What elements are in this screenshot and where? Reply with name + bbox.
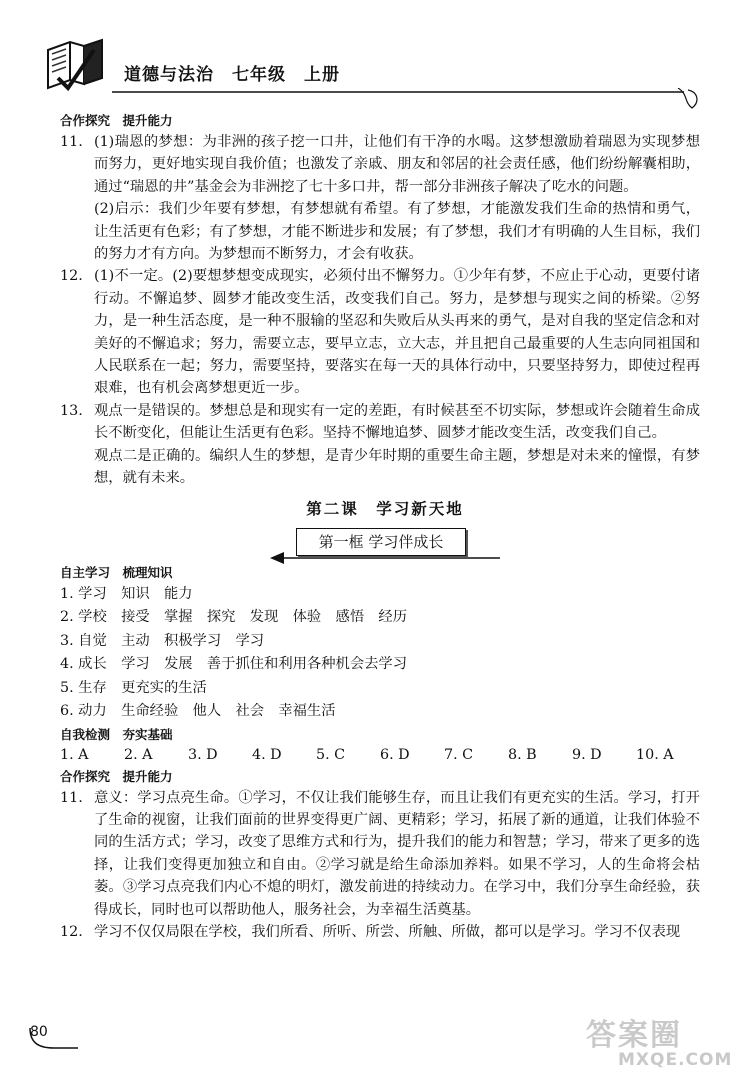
question-item	[60, 787, 700, 921]
book-icon	[44, 34, 106, 92]
page-number: 80	[30, 1024, 48, 1040]
list-item: 1. 学习 知识 能力	[60, 585, 193, 602]
section-heading: 合作探究 提升能力	[60, 113, 173, 128]
answer-paragraph: 观点一是错误的。梦想总是和现实有一定的差距，有时候甚至不切实际，梦想或许会随着生命成长不断变化，但能让生活更有色彩。坚持不懈地追梦、圆梦才能改变生活，改变我们自己。	[94, 402, 700, 442]
answer-item: 1. A	[60, 746, 89, 763]
header-title: 道德与法治 七年级 上册	[124, 65, 340, 85]
answer-paragraph: (1)不一定。(2)要想梦想变成现实，必须付出不懈努力。①少年有梦，不应止于心动，更要付诸行动。不懈追梦、圆梦才能改变生活，改变我们自己。努力，是梦想与现实之间的桥梁。②努力，是一种生活态度，是一种不服输的坚忍和失败后从头再来的勇气，是对自我的坚定信念和对美好的不懈追求；努力，需要立志，要早立志，立大志，并且把自己最重要的人生志向同祖国和人民联系在一起；努力，需要坚持，要落实在每一天的具体行动中，只要坚持努力，即使过程再艰难，也有机会离梦想更近一步。	[94, 268, 700, 397]
answer-item: 3. D	[188, 746, 218, 763]
watermark-text: 答案圈	[586, 1018, 682, 1053]
watermark-url: MXQE.COM	[618, 1050, 733, 1070]
list-item: 6. 动力 生命经验 他人 社会 幸福生活	[60, 703, 336, 719]
list-item: 2. 学校 接受 掌握 探究 发现 体验 感悟 经历	[60, 609, 408, 625]
answer-paragraph: (1)瑞恩的梦想：为非洲的孩子挖一口井，让他们有干净的水喝。这梦想激励着瑞恩为实现梦想而努力，更好地实现自我价值；也激发了亲戚、朋友和邻居的社会责任感，他们纷纷解囊相助，通过“瑞恩的井”基金会为非洲挖了七十多口井，帮一部分非洲孩子解决了吃水的问题。	[94, 134, 700, 195]
question-item	[60, 400, 700, 490]
answer-item: 4. D	[252, 746, 282, 763]
answer-paragraph: 观点二是正确的。编织人生的梦想，是青少年时期的重要生命主题，梦想是对未来的憧憬，有梦想，就有未来。	[94, 447, 700, 487]
answer-item: 8. B	[508, 746, 537, 763]
answer-item: 2. A	[124, 746, 153, 763]
answer-paragraph: (2)启示：我们少年要有梦想，有梦想就有希望。有了梦想，才能激发我们生命的热情和勇气，让生活更有色彩；有了梦想，才能不断进步和发展；有了梦想，我们才有明确的人生目标，我们的努力才有方向。为梦想而不断努力，才会有收获。	[94, 201, 700, 263]
list-item: 4. 成长 学习 发展 善于抓住和利用各种机会去学习	[60, 656, 408, 672]
question-item	[60, 265, 700, 399]
question-number: 11.	[60, 789, 83, 806]
section-heading: 自我检测 夯实基础	[60, 726, 173, 742]
section-heading: 自主学习 梳理知识	[60, 564, 173, 580]
answer-row	[60, 745, 700, 766]
question-number: 13.	[60, 402, 83, 419]
answer-item: 7. C	[444, 746, 474, 763]
section-heading: 合作探究 提升能力	[60, 768, 173, 784]
frame-title: 第一框 学习伴成长	[296, 528, 466, 556]
answer-paragraph: 意义：学习点亮生命。①学习，不仅让我们能够生存，而且让我们有更充实的生活。学习，打开了生命的视窗，让我们面前的世界变得更广阔、更精彩；学习，拓展了新的通道，让我们体验不同的生活方式；学习，改变了思维方式和行为，提升我们的能力和智慧；学习，带来了更多的选择，让我们变得更加独立和自由。②学习就是给生命添加养料。如果不学习，人的生命将会枯萎。③学习点亮我们内心不熄的明灯，激发前进的持续动力。在学习中，我们分享生命经验，获得成长，同时也可以帮助他人，服务社会，为幸福生活奠基。	[94, 789, 700, 918]
question-number: 12.	[60, 923, 83, 940]
question-item	[60, 131, 700, 265]
question-number: 12.	[60, 268, 83, 285]
lesson-title: 第二课 学习新天地	[306, 499, 464, 518]
answer-item: 10. A	[636, 746, 674, 763]
answer-item: 5. C	[316, 746, 346, 763]
list-item: 3. 自觉 主动 积极学习 学习	[60, 632, 265, 649]
list-item: 5. 生存 更充实的生活	[60, 679, 207, 696]
answer-paragraph: 学习不仅仅局限在学校，我们所看、所听、所尝、所触、所做，都可以是学习。学习不仅表现	[94, 923, 681, 940]
watermark	[578, 1010, 738, 1072]
question-item	[60, 921, 700, 943]
header-rule	[112, 88, 704, 110]
frame-title-block	[60, 522, 700, 562]
page-number-block	[28, 1022, 80, 1052]
page-header	[0, 0, 750, 115]
question-number: 11.	[60, 134, 83, 150]
answer-item: 6. D	[380, 746, 410, 763]
answer-item: 9. D	[572, 746, 602, 763]
page-content	[60, 110, 700, 943]
